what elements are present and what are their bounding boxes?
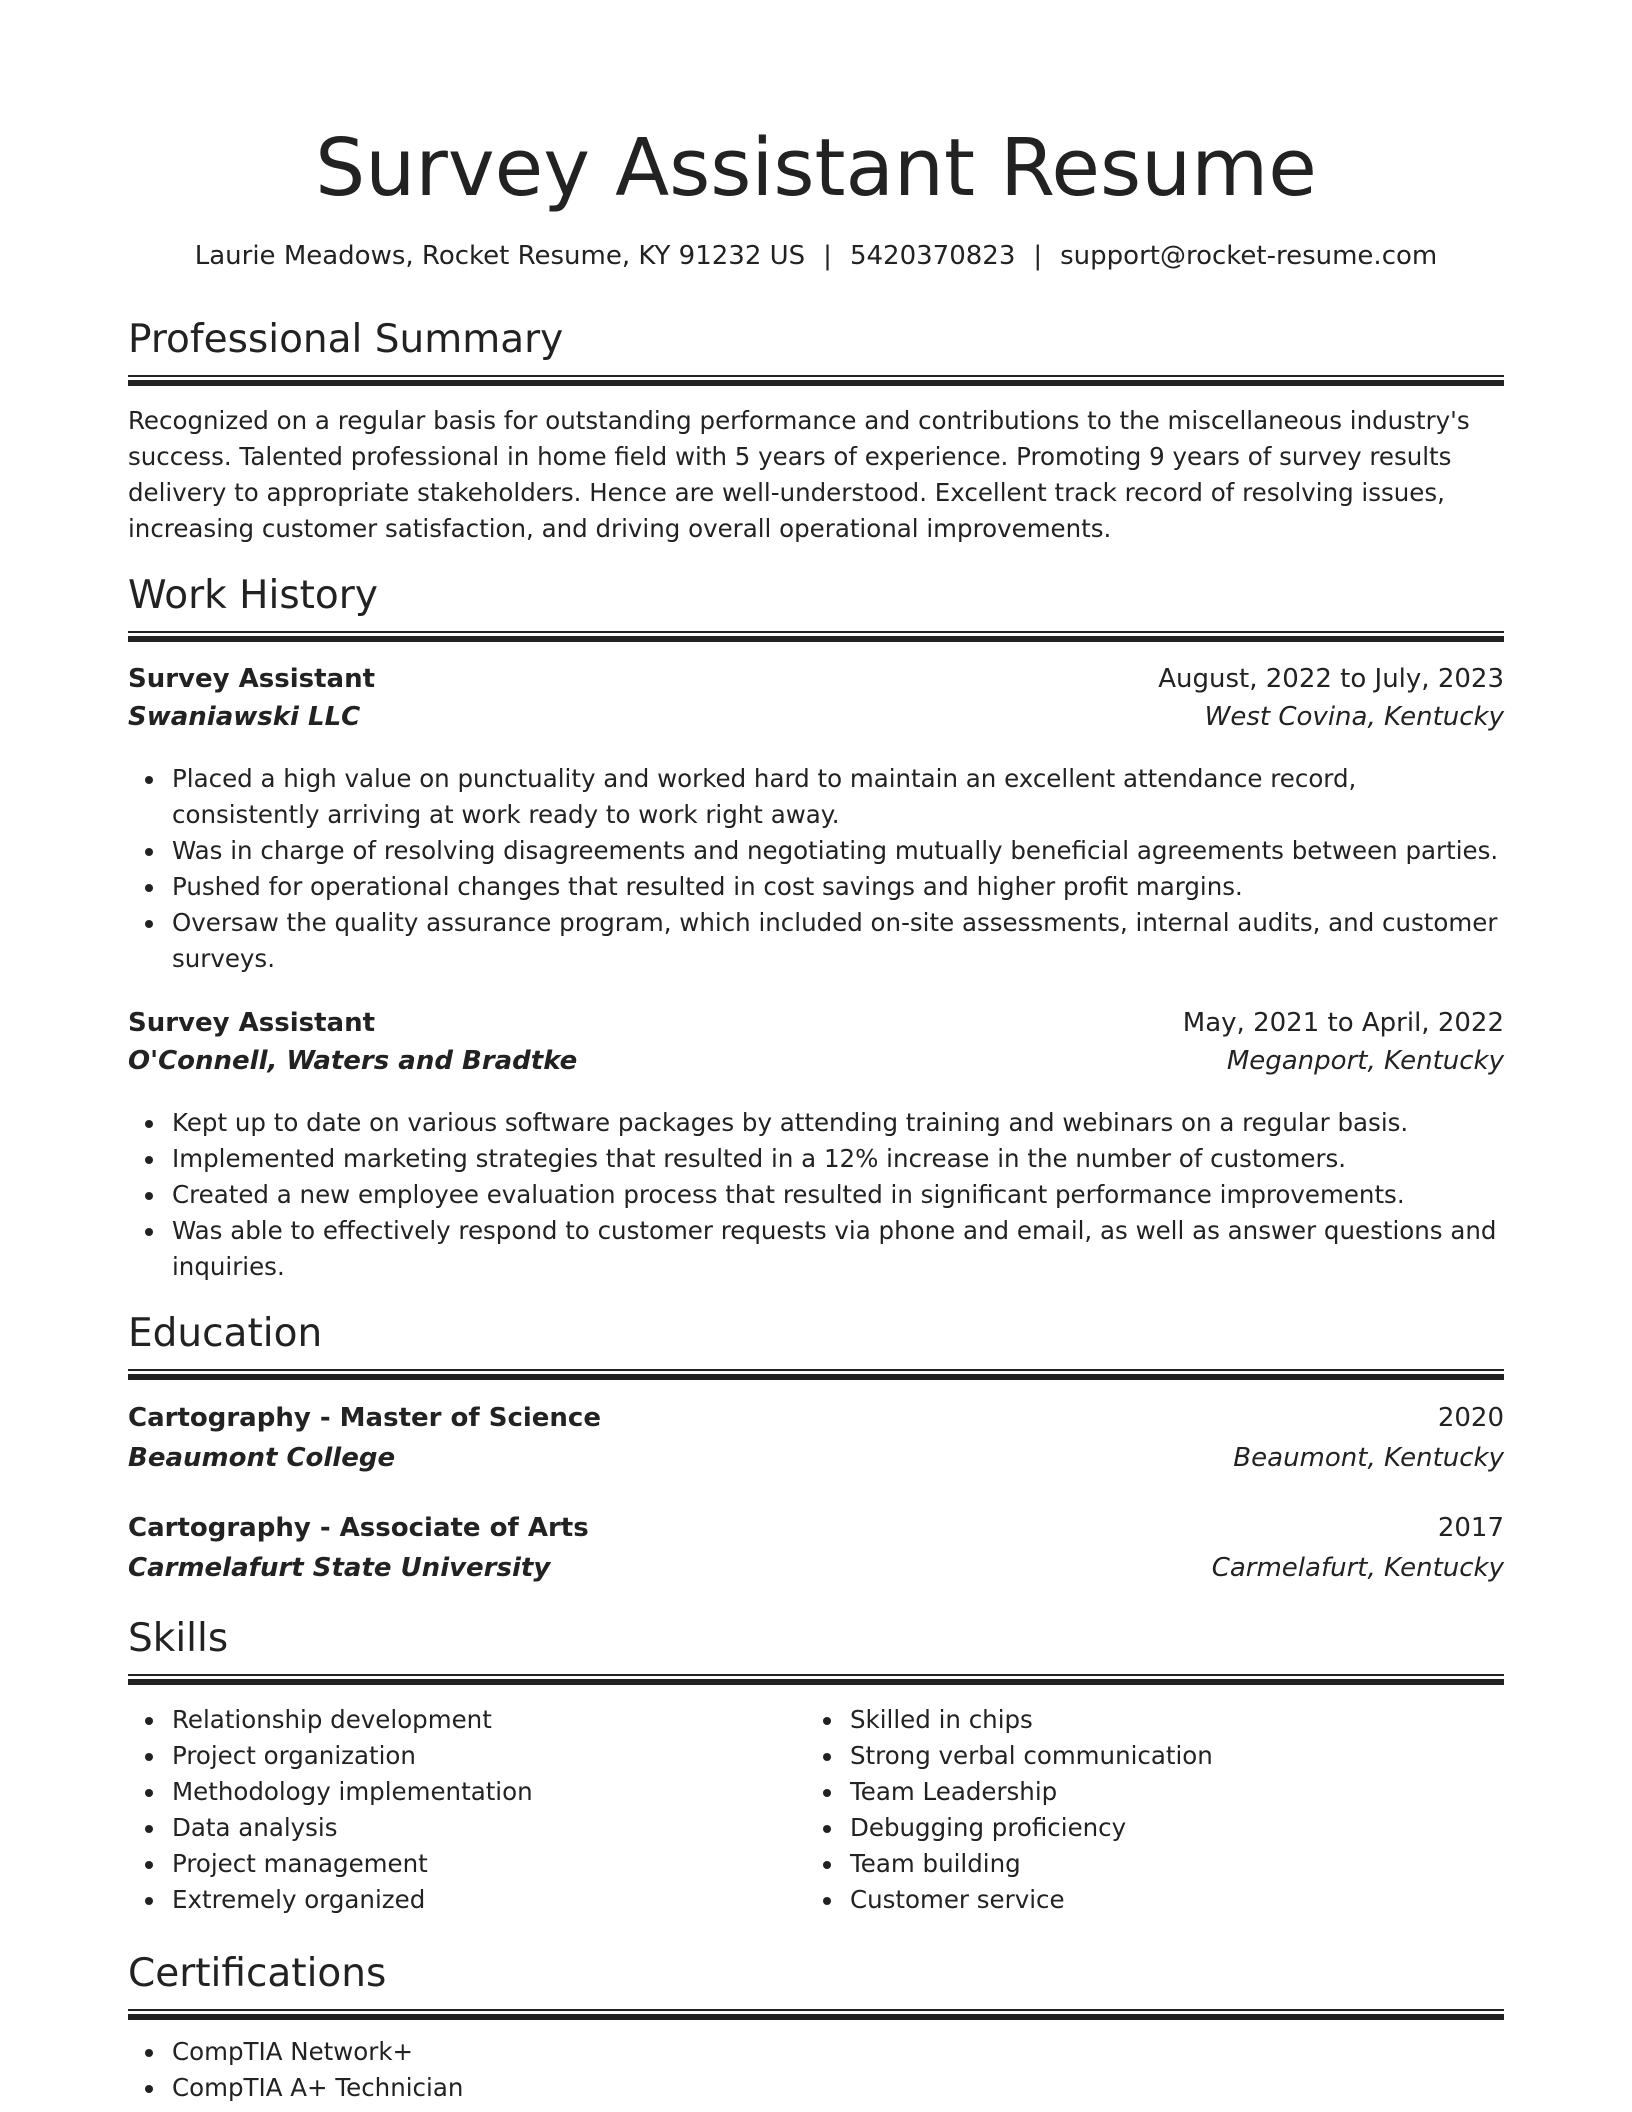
contact-email[interactable]: support@rocket-resume.com bbox=[1060, 241, 1438, 271]
school-location: Carmelafurt, Kentucky bbox=[1211, 1553, 1504, 1583]
graduation-year: 2020 bbox=[1437, 1403, 1504, 1433]
job-bullets bbox=[128, 1105, 1504, 1285]
list-item: Created a new employee evaluation process that resulted in significant performance improvements. bbox=[172, 1177, 1504, 1213]
education-header bbox=[128, 1399, 1504, 1439]
list-item: Oversaw the quality assurance program, which included on-site assessments, internal audits, and customer surveys. bbox=[172, 905, 1504, 977]
list-item: Customer service bbox=[850, 1882, 1504, 1918]
job-company: O'Connell, Waters and Bradtke bbox=[128, 1046, 578, 1076]
skills-list-left bbox=[128, 1702, 792, 1918]
summary-text: Recognized on a regular basis for outstanding performance and contributions to the miscellaneous industry's success. Talented professional in home field with 5 years of experience. Promoting 9 years of survey results delivery to appropriate stakeholders. Hence are well-understood. Excellent track record of resolving issues, increasing customer satisfaction, and driving overall operational improvements. bbox=[128, 406, 1470, 543]
list-item: CompTIA A+ Technician bbox=[172, 2070, 1504, 2106]
job-dates: August, 2022 to July, 2023 bbox=[1158, 664, 1504, 694]
list-item: Relationship development bbox=[172, 1702, 792, 1738]
list-item: Debugging proficiency bbox=[850, 1810, 1504, 1846]
list-item: CompTIA Network+ bbox=[172, 2034, 1504, 2070]
summary-heading: Professional Summary bbox=[128, 317, 564, 362]
section-divider bbox=[128, 375, 1504, 386]
degree: Cartography - Associate of Arts bbox=[128, 1513, 589, 1543]
job-employer bbox=[128, 1042, 1504, 1082]
job-company: Swaniawski LLC bbox=[128, 702, 361, 732]
section-divider bbox=[128, 1674, 1504, 1685]
skills-heading: Skills bbox=[128, 1616, 229, 1661]
job-bullets bbox=[128, 761, 1504, 977]
work-history-heading: Work History bbox=[128, 573, 378, 618]
job-employer bbox=[128, 698, 1504, 738]
education-school bbox=[128, 1549, 1504, 1589]
list-item: Kept up to date on various software packages by attending training and webinars on a regular basis. bbox=[172, 1105, 1504, 1141]
job-title: Survey Assistant bbox=[128, 1008, 376, 1038]
page-title: Survey Assistant Resume bbox=[315, 122, 1317, 214]
school-name: Beaumont College bbox=[128, 1443, 396, 1473]
list-item: Placed a high value on punctuality and worked hard to maintain an excellent attendance record, consistently arriving at work ready to work right away. bbox=[172, 761, 1504, 833]
education-heading: Education bbox=[128, 1311, 323, 1356]
job-header bbox=[128, 660, 1504, 700]
contact-line bbox=[128, 236, 1504, 276]
list-item: Data analysis bbox=[172, 1810, 792, 1846]
certifications-heading: Certifications bbox=[128, 1951, 387, 1996]
contact-separator: | bbox=[823, 241, 832, 271]
list-item: Skilled in chips bbox=[850, 1702, 1504, 1738]
list-item: Pushed for operational changes that resulted in cost savings and higher profit margins. bbox=[172, 869, 1504, 905]
job-header bbox=[128, 1004, 1504, 1044]
contact-separator: | bbox=[1033, 241, 1043, 271]
education-header bbox=[128, 1509, 1504, 1549]
degree: Cartography - Master of Science bbox=[128, 1403, 601, 1433]
list-item: Project organization bbox=[172, 1738, 792, 1774]
list-item: Implemented marketing strategies that resulted in a 12% increase in the number of customers. bbox=[172, 1141, 1504, 1177]
list-item: Strong verbal communication bbox=[850, 1738, 1504, 1774]
list-item: Methodology implementation bbox=[172, 1774, 792, 1810]
certifications-list bbox=[128, 2034, 1504, 2106]
education-school bbox=[128, 1439, 1504, 1479]
contact-address: Laurie Meadows, Rocket Resume, KY 91232 US bbox=[194, 241, 806, 271]
section-divider bbox=[128, 631, 1504, 642]
job-location: West Covina, Kentucky bbox=[1204, 702, 1504, 732]
job-title: Survey Assistant bbox=[128, 664, 376, 694]
job-dates: May, 2021 to April, 2022 bbox=[1182, 1008, 1504, 1038]
list-item: Extremely organized bbox=[172, 1882, 792, 1918]
school-location: Beaumont, Kentucky bbox=[1233, 1443, 1504, 1473]
contact-phone: 5420370823 bbox=[849, 241, 1016, 271]
school-name: Carmelafurt State University bbox=[128, 1553, 551, 1583]
list-item: Team building bbox=[850, 1846, 1504, 1882]
list-item: Was able to effectively respond to customer requests via phone and email, as well as answer questions and inquiries. bbox=[172, 1213, 1504, 1285]
list-item: Project management bbox=[172, 1846, 792, 1882]
section-divider bbox=[128, 1369, 1504, 1380]
skills-list-right bbox=[806, 1702, 1504, 1918]
list-item: Team Leadership bbox=[850, 1774, 1504, 1810]
job-location: Meganport, Kentucky bbox=[1226, 1046, 1504, 1076]
section-divider bbox=[128, 2009, 1504, 2020]
graduation-year: 2017 bbox=[1437, 1513, 1504, 1543]
list-item: Was in charge of resolving disagreements and negotiating mutually beneficial agreements between parties. bbox=[172, 833, 1504, 869]
